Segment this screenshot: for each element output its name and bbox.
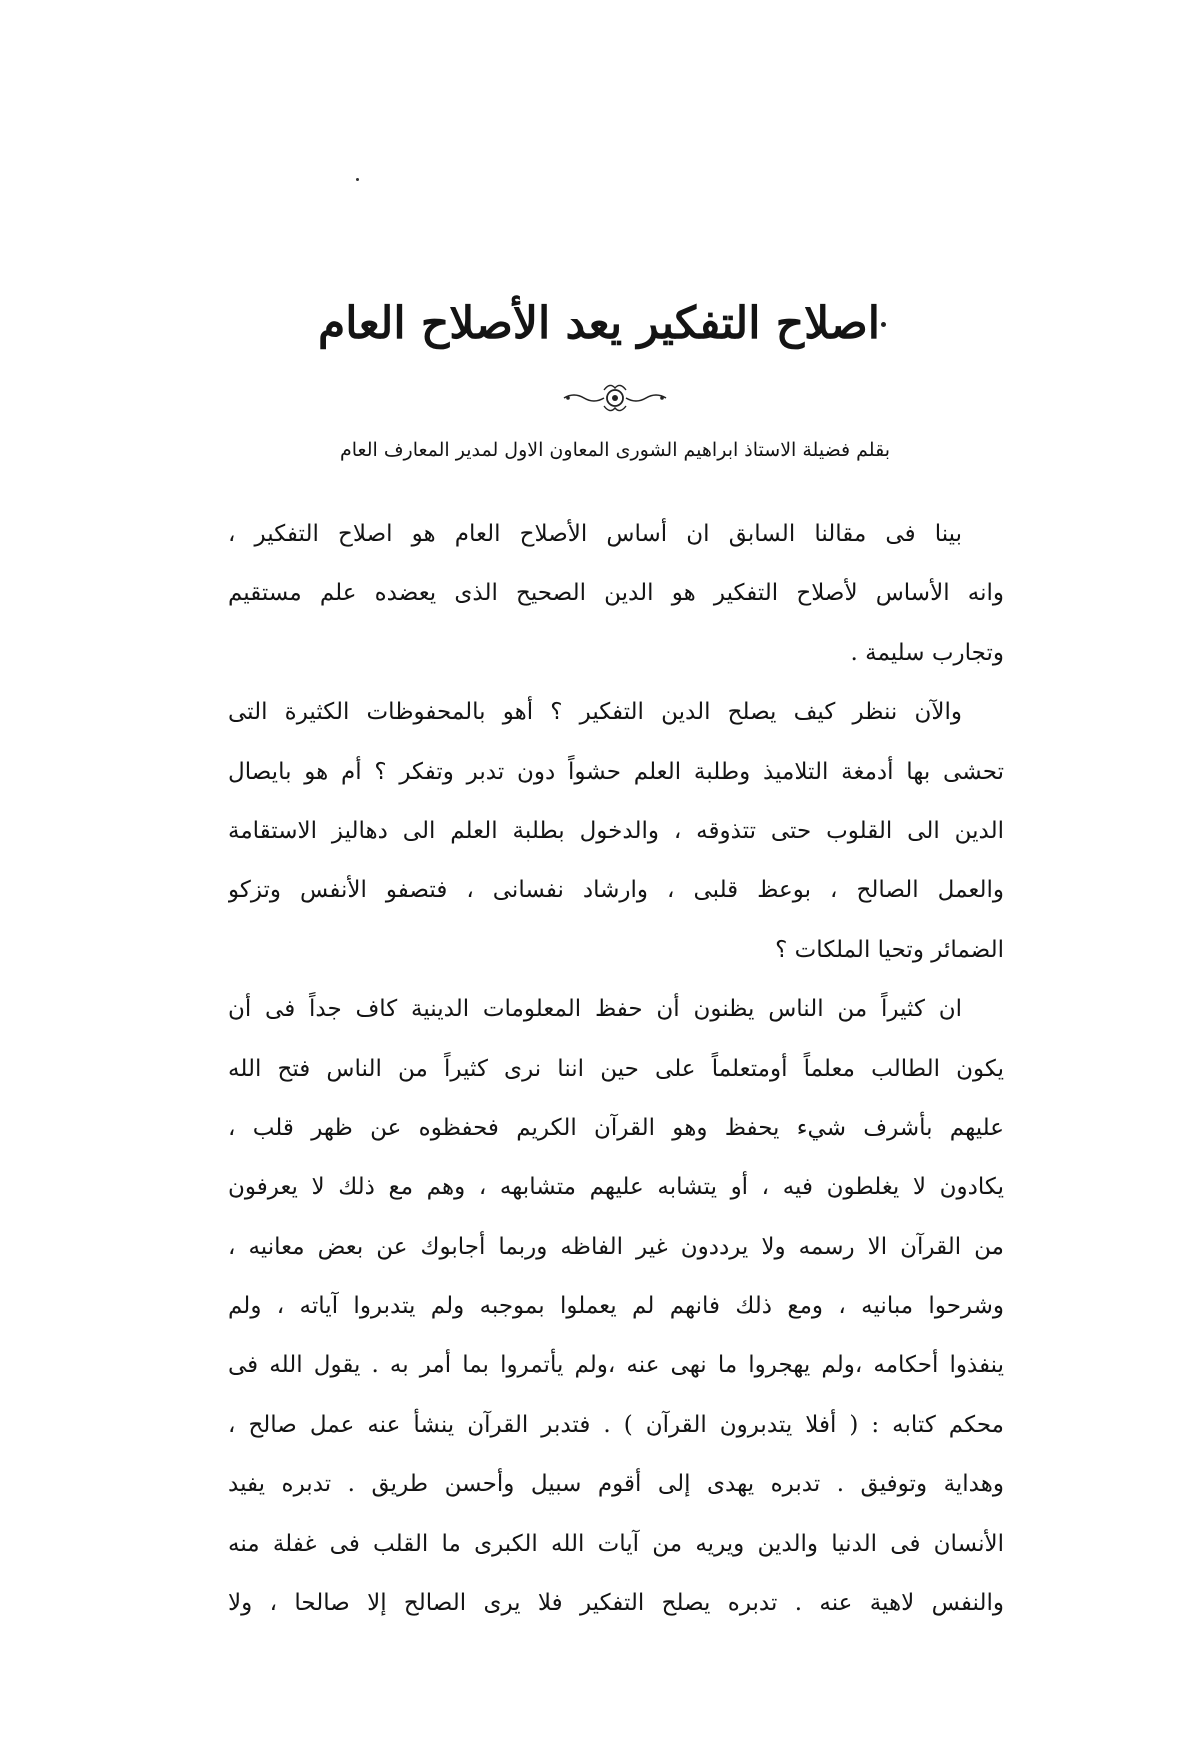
text-line: الضمائر وتحيا الملكات ؟ xyxy=(775,936,1004,963)
article-body xyxy=(228,505,1004,1633)
text-line: ان كثيراً من الناس يظنون أن حفظ المعلومات الدينية كاف جداً فى أن xyxy=(228,996,962,1023)
text-line: والنفس لاهية عنه . تدبره يصلح التفكير فلا يرى الصالح إلا صالحا ، ولا xyxy=(228,1590,1004,1617)
text-line: يكادون لا يغلطون فيه ، أو يتشابه عليهم متشابهه ، وهم مع ذلك لا يعرفون xyxy=(228,1174,1004,1201)
text-line: وشرحوا مبانيه ، ومع ذلك فانهم لم يعملوا بموجبه ولم يتدبروا آياته ، ولم xyxy=(228,1293,1004,1320)
text-line: وتجارب سليمة . xyxy=(850,639,1004,666)
text-line: وهداية وتوفيق . تدبره يهدى إلى أقوم سبيل وأحسن طريق . تدبره يفيد xyxy=(228,1471,1004,1498)
text-line: من القرآن الا رسمه ولا يرددون غير الفاظه وربما أجابوك عن بعض معانيه ، xyxy=(228,1233,1004,1260)
text-line: والآن ننظر كيف يصلح الدين التفكير ؟ أهو بالمحفوظات الكثيرة التى xyxy=(228,699,962,726)
stray-ink-dot xyxy=(356,178,359,181)
text-line: الأنسان فى الدنيا والدين ويريه من آيات الله الكبرى ما القلب فى غفلة منه xyxy=(228,1530,1004,1557)
text-line: يكون الطالب معلماً أومتعلماً على حين اننا نرى كثيراً من الناس فتح الله xyxy=(228,1055,1004,1082)
ornament-divider-icon xyxy=(560,380,670,416)
author-byline: بقلم فضيلة الاستاذ ابراهيم الشورى المعاون الاول لمدير المعارف العام xyxy=(340,439,890,461)
text-line: ينفذوا أحكامه ،ولم يهجروا ما نهى عنه ،ولم يأتمروا بما أمر به . يقول الله فى xyxy=(228,1352,1004,1379)
text-line: محكم كتابه : ( أفلا يتدبرون القرآن ) . فتدبر القرآن ينشأ عنه عمل صالح ، xyxy=(228,1411,1004,1438)
text-line: بينا فى مقالنا السابق ان أساس الأصلاح العام هو اصلاح التفكير ، xyxy=(228,521,962,547)
text-line: تحشى بها أدمغة التلاميذ وطلبة العلم حشواً دون تدبر وتفكر ؟ أم هو بايصال xyxy=(228,758,1004,785)
title-bullet xyxy=(881,322,886,327)
text-line: الدين الى القلوب حتى تتذوقه ، والدخول بطلبة العلم الى دهاليز الاستقامة xyxy=(228,817,1004,844)
text-line: وانه الأساس لأصلاح التفكير هو الدين الصحيح الذى يعضده علم مستقيم xyxy=(228,580,1004,607)
title-block xyxy=(318,292,880,362)
article-title: اصلاح التفكير يعد الأصلاح العام xyxy=(318,298,880,349)
text-line: عليهم بأشرف شيء يحفظ وهو القرآن الكريم فحفظوه عن ظهر قلب ، xyxy=(228,1114,1004,1141)
text-line: والعمل الصالح ، بوعظ قلبى ، وارشاد نفسانى ، فتصفو الأنفس وتزكو xyxy=(228,877,1004,904)
